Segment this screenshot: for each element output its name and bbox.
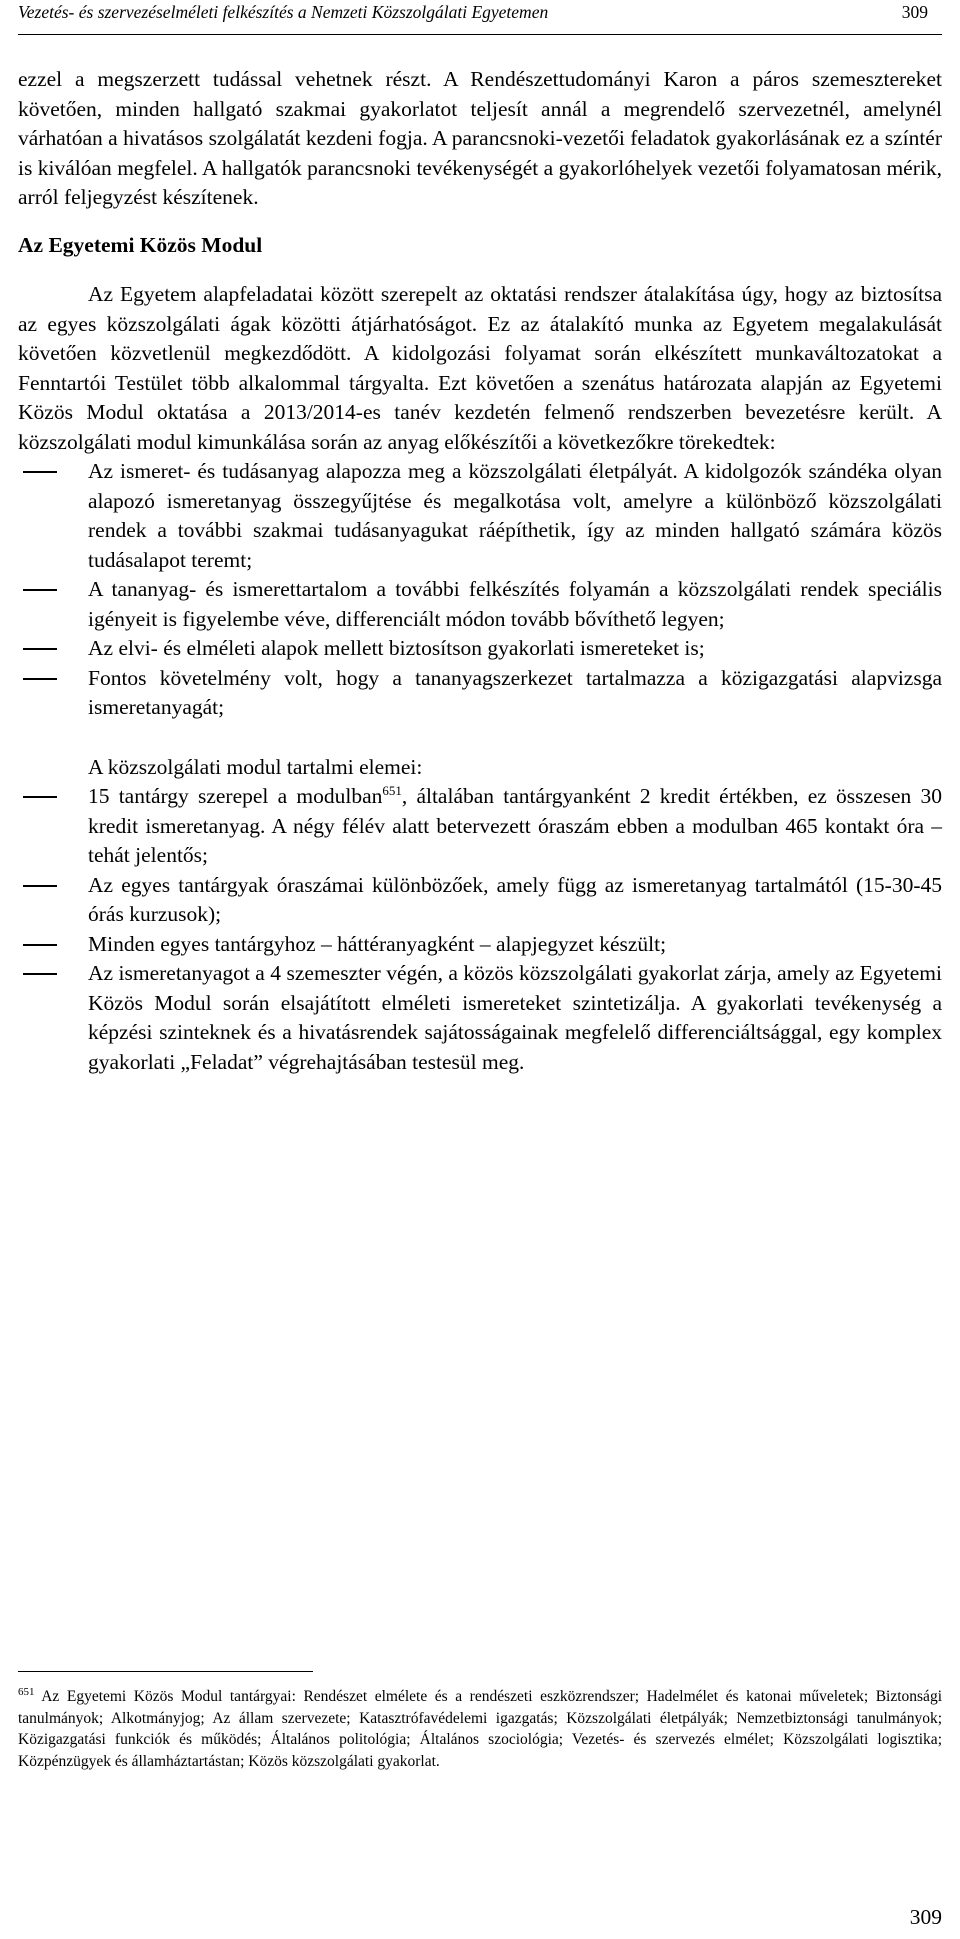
list-item-text: Fontos követelmény volt, hogy a tananyagszerkezet tartalmazza a közigazgatási alapvizsga ismeretanyagát;: [88, 665, 942, 719]
list-item-text: Az ismeret- és tudásanyag alapozza meg a közszolgálati életpályát. A kidolgozók szándéka olyan alapozó ismeretanyag összegyűjtése és megalkotása volt, amelyre a különböző közszolgálati rendek a további szakmai tudásanyagukat ráépíthetik, így az minden hallgató számára közös tudásalapot teremt;: [88, 459, 942, 572]
list-item-text: Az ismeretanyagot a 4 szemeszter végén, a közös közszolgálati gyakorlat zárja, amely az Egyetemi Közös Modul során elsajátított elméleti ismereteket szintetizálja. A gyakorlati tevékenység a képzési szinteknek és a hivatásrendek sajátosságainak megfelelő differenciáltsággal, egy komplex gyakorlati „Feladat” végrehajtásában testesül meg.: [88, 961, 942, 1074]
elements-heading: A közszolgálati modul tartalmi elemei:: [88, 754, 423, 779]
header-title: Vezetés- és szervezéselméleti felkészítés a Nemzeti Közszolgálati Egyetemen: [18, 2, 549, 22]
dash-bullet-icon: [23, 589, 57, 591]
dash-bullet-icon: [23, 944, 57, 946]
section-paragraph: Az Egyetem alapfeladatai között szerepelt az oktatási rendszer átalakítása úgy, hogy az biztosítsa az egyes közszolgálati ágak közötti átjárhatóságot. Ez az átalakító munka az Egyetem megalakulását követően közvetlenül megkezdődött. A kidolgozási folyamat során elkészített munkaváltozatokat a Fenntartói Testület több alkalommal tárgyalta. Ezt követően a szenátus határozata alapján az Egyetemi Közös Modul oktatása a 2013/2014-es tanév kezdetén felmenő rendszerben bevezetésre került. A közszolgálati modul kimunkálása során az anyag előkészítői a következőkre törekedtek:: [18, 282, 942, 454]
footnote-text: Az Egyetemi Közös Modul tantárgyai: Rendészet elmélete és a rendészeti eszközrendszer; Hadelmélet és katonai műveletek; Biztonsági tanulmányok; Alkotmányjog; Az állam szervezete; Katasztrófavédelemi igazgatás; Közszolgálati életpályák; Nemzetbiztonsági tanulmányok; Közigazgatási funkciók és működés; Általános politológia; Általános szociológia; Vezetés- és szervezés elmélet; Közszolgálati logisztika; Közpénzügyek és államháztartástan; Közös közszolgálati gyakorlat.: [18, 1688, 942, 1771]
running-header: [18, 0, 942, 35]
footnote: [18, 1686, 942, 1773]
list-item: [18, 634, 942, 664]
footnote-reference[interactable]: 651: [382, 782, 402, 798]
list-item: [18, 871, 942, 930]
aims-list: [18, 457, 942, 723]
list-item-text-end: , általában tantárgyanként 2 kredit értékben, ez összesen 30 kredit ismeretanyag. A négy félév alatt betervezett óraszám ebben a modulban 465 kontakt óra – tehát jelentős;: [88, 784, 942, 867]
section-heading: Az Egyetemi Közös Modul: [18, 232, 263, 257]
footnote-separator: [18, 1671, 313, 1672]
list-item-text: A tananyag- és ismerettartalom a további felkészítés folyamán a közszolgálati rendek speciális igényeit is figyelembe véve, differenciált módon tovább bővíthető legyen;: [88, 577, 942, 631]
elements-list: [18, 782, 942, 1077]
list-item-text-start: 15 tantárgy szerepel a modulban: [88, 784, 383, 808]
dash-bullet-icon: [23, 796, 57, 798]
footer-page-number: 309: [909, 1905, 942, 1929]
body-text: [18, 65, 942, 1077]
list-item: [18, 575, 942, 634]
dash-bullet-icon: [23, 648, 57, 650]
dash-bullet-icon: [23, 471, 57, 473]
list-item: [18, 782, 942, 871]
dash-bullet-icon: [23, 678, 57, 680]
list-item: [18, 959, 942, 1077]
intro-paragraph: ezzel a megszerzett tudással vehetnek részt. A Rendészettudományi Karon a páros szemesztereket követően, minden hallgató szakmai gyakorlatot teljesít annál a megrendelő szervezetnél, amelynél várhatóan a hivatásos szolgálatát kezdeni fogja. A parancsnoki-vezetői feladatok gyakorlásának ez a színtér is kiválóan megfelel. A hallgatók parancsnoki tevékenységét a gyakorlóhelyek vezetői folyamatosan mérik, arról feljegyzést készítenek.: [18, 67, 942, 209]
header-page-number: 309: [901, 2, 928, 22]
footnote-number: 651: [18, 1685, 35, 1698]
list-item-text: Az elvi- és elméleti alapok mellett biztosítson gyakorlati ismereteket is;: [88, 636, 705, 660]
list-item: [18, 457, 942, 575]
dash-bullet-icon: [23, 885, 57, 887]
list-item: [18, 930, 942, 960]
list-item-text: Az egyes tantárgyak óraszámai különbözőek, amely függ az ismeretanyag tartalmától (15-30-45 órás kurzusok);: [88, 872, 942, 926]
list-item: [18, 664, 942, 723]
dash-bullet-icon: [23, 973, 57, 975]
list-item-text: Minden egyes tantárgyhoz – háttéranyagként – alapjegyzet készült;: [88, 931, 667, 956]
